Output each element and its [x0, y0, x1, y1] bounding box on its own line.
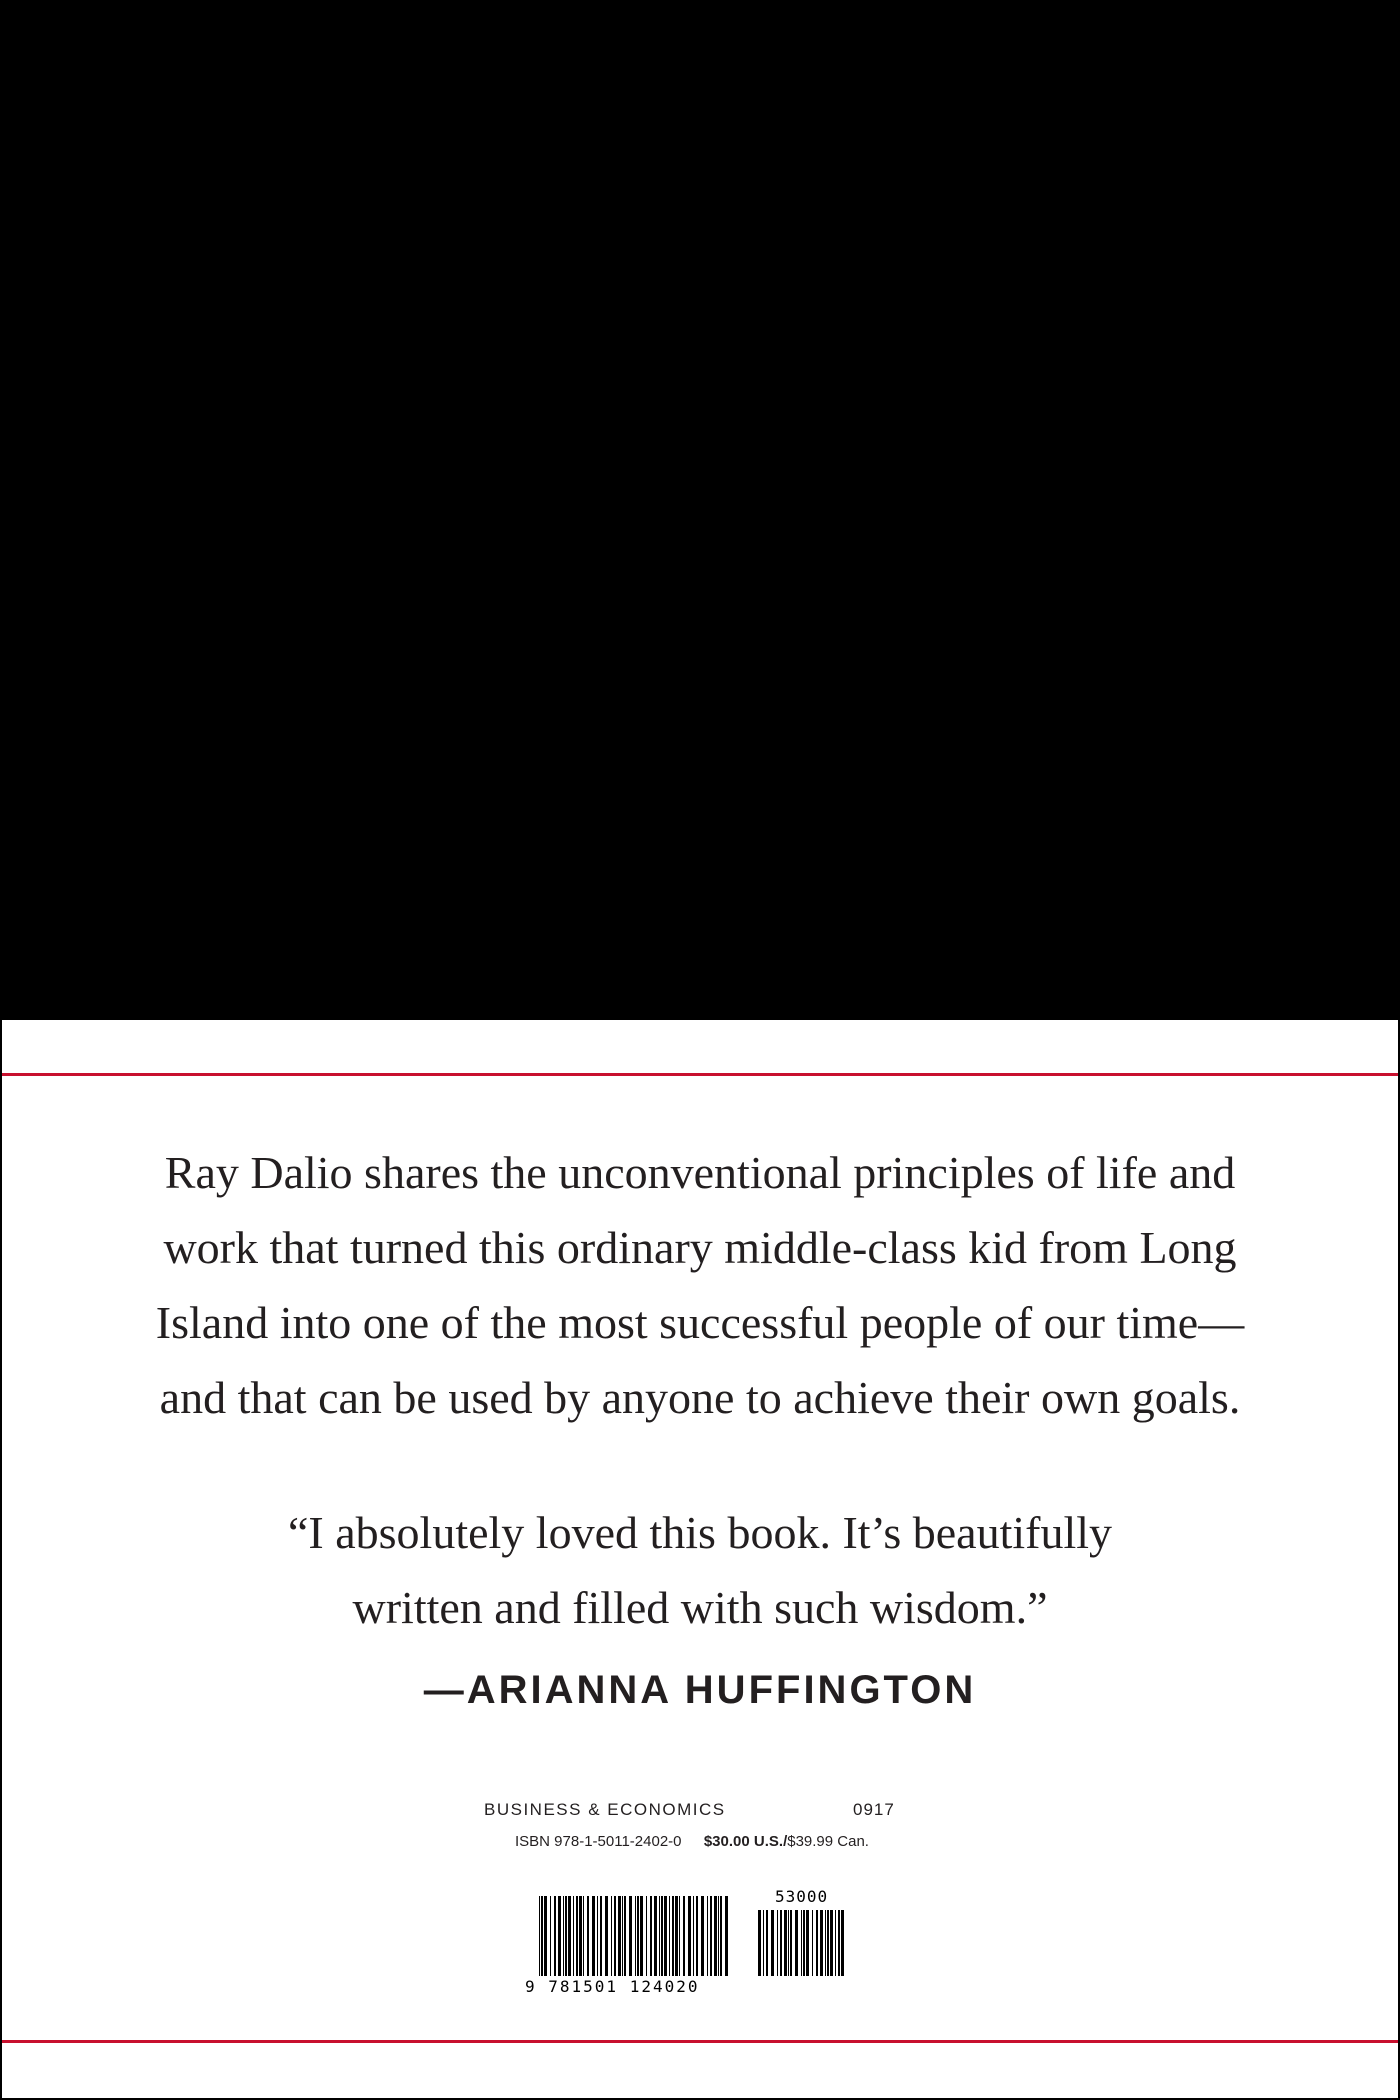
barcode-bar: [710, 1896, 712, 1976]
barcode-bar: [816, 1910, 818, 1976]
barcode-bar: [763, 1910, 764, 1976]
barcode-bar: [771, 1910, 774, 1976]
barcode-bar: [576, 1896, 578, 1976]
barcode-bar: [812, 1910, 813, 1976]
barcode-bar: [618, 1896, 621, 1976]
description-line: Island into one of the most successful people of our time—: [155, 1297, 1245, 1348]
print-code: 0917: [853, 1800, 895, 1819]
barcode-bar: [806, 1910, 809, 1976]
quote-attribution: —ARIANNA HUFFINGTON: [423, 1668, 977, 1712]
barcode-bar: [672, 1896, 674, 1976]
barcode-bar: [624, 1896, 626, 1976]
main-barcode-bars: [539, 1896, 728, 1976]
endorsement-quote: [60, 1495, 1340, 1645]
barcode-bar: [539, 1896, 540, 1976]
barcode-bar: [696, 1896, 698, 1976]
barcode-bar: [600, 1896, 602, 1976]
isbn: ISBN 978-1-5011-2402-0: [515, 1833, 682, 1850]
barcode-bar: [664, 1896, 667, 1976]
barcode-bar: [541, 1896, 543, 1976]
barcode-bar: [777, 1910, 778, 1976]
barcode-bar: [838, 1910, 840, 1976]
barcode-bar: [718, 1896, 719, 1976]
description-line: work that turned this ordinary middle-class kid from Long: [163, 1222, 1237, 1273]
barcode-bar: [635, 1896, 636, 1976]
barcode-bar: [554, 1896, 556, 1976]
barcode-bar: [629, 1896, 632, 1976]
barcode-bar: [688, 1896, 691, 1976]
barcode-bar: [701, 1896, 704, 1976]
barcode-bar: [707, 1896, 708, 1976]
barcode-bar: [795, 1910, 798, 1976]
price-us: $30.00 U.S./: [703, 1833, 788, 1850]
barcode-bar: [803, 1910, 805, 1976]
barcode-bar: [766, 1910, 768, 1976]
barcode-bar: [693, 1896, 694, 1976]
barcode-bar: [568, 1896, 571, 1976]
barcode-bar: [758, 1910, 761, 1976]
category-text: BUSINESS & ECONOMICS: [484, 1800, 726, 1819]
barcode-bar: [820, 1910, 823, 1976]
barcode-bar: [592, 1896, 595, 1976]
barcode-bar: [579, 1896, 582, 1976]
barcode-bar: [788, 1910, 789, 1976]
barcode-bar: [801, 1910, 802, 1976]
barcode-bar: [780, 1910, 782, 1976]
barcode-bar: [563, 1896, 564, 1976]
quote-line: written and filled with such wisdom.”: [352, 1582, 1048, 1633]
description-line: Ray Dalio shares the unconventional principles of life and: [164, 1147, 1236, 1198]
barcode-bar: [622, 1896, 623, 1976]
barcode-bar: [550, 1896, 551, 1976]
bottom-red-rule: [2, 2040, 1398, 2043]
barcode-bar: [720, 1896, 722, 1976]
barcode-bar: [784, 1910, 787, 1976]
addon-barcode-bars: [758, 1910, 844, 1976]
description-line: and that can be used by anyone to achieve their own goals.: [159, 1372, 1241, 1423]
barcode-number: 9 781501 124020: [525, 1977, 700, 1996]
barcode-bar: [835, 1910, 836, 1976]
quote-line: “I absolutely loved this book. It’s beautifully: [287, 1507, 1113, 1558]
barcode-bar: [675, 1896, 678, 1976]
top-red-rule: [2, 1073, 1398, 1076]
cover-black-area: [0, 0, 1400, 1020]
book-description: [60, 1135, 1340, 1435]
barcode-bar: [611, 1896, 612, 1976]
barcode-bar: [573, 1896, 574, 1976]
barcode-bar: [654, 1896, 657, 1976]
barcode-bar: [725, 1896, 728, 1976]
price-can: $39.99 Can.: [787, 1833, 869, 1850]
barcode-bar: [614, 1896, 616, 1976]
barcode-bar: [605, 1896, 608, 1976]
barcode-bar: [683, 1896, 685, 1976]
barcode-bar: [661, 1896, 663, 1976]
isbn-barcode: [525, 1888, 865, 1998]
barcode-bar: [827, 1910, 829, 1976]
barcode-bar: [790, 1910, 792, 1976]
barcode-bar: [650, 1896, 652, 1976]
barcode-bar: [565, 1896, 567, 1976]
barcode-bar: [669, 1896, 670, 1976]
barcode-bar: [830, 1910, 833, 1976]
barcode-bar: [583, 1896, 584, 1976]
barcode-bar: [659, 1896, 660, 1976]
barcode-bar: [558, 1896, 561, 1976]
addon-number: 53000: [775, 1888, 829, 1906]
barcode-bar: [841, 1910, 844, 1976]
barcode-bar: [587, 1896, 589, 1976]
barcode-bar: [646, 1896, 647, 1976]
barcode-bar: [544, 1896, 547, 1976]
barcode-bar: [640, 1896, 643, 1976]
barcode-bar: [597, 1896, 598, 1976]
isbn-price-line: [515, 1833, 869, 1850]
barcode-bar: [637, 1896, 639, 1976]
barcode-bar: [825, 1910, 826, 1976]
barcode-bar: [679, 1896, 680, 1976]
barcode-bar: [714, 1896, 717, 1976]
